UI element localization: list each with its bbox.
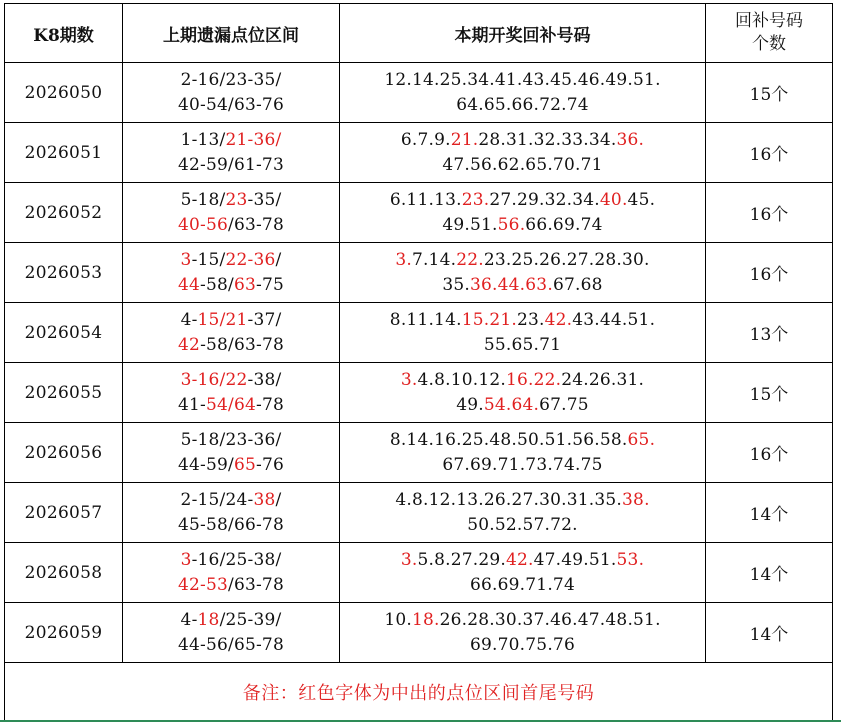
text-segment: 26.28.30.37.46.47.48.51.	[439, 609, 661, 630]
hit-segment: 21-36/	[225, 129, 282, 150]
hit-segment: 40.	[599, 189, 628, 210]
text-segment: 69.70.75.76	[470, 634, 575, 655]
text-segment: 42-59/61-73	[178, 154, 284, 175]
text-segment: 7.14.	[411, 249, 457, 270]
text-segment: 1-13/	[180, 129, 226, 150]
hit-segment: 38.	[622, 489, 650, 510]
header-count-line1: 回补号码	[735, 11, 803, 31]
numbers-cell-line	[340, 368, 705, 393]
numbers-cell-line	[340, 608, 705, 633]
hit-segment: 3-16/22	[180, 369, 248, 390]
table-row	[5, 543, 833, 603]
interval-cell-line	[123, 213, 339, 238]
interval-cell-line	[123, 68, 339, 93]
hit-segment: 21.	[450, 129, 479, 150]
hit-segment: 22.	[456, 249, 484, 270]
interval-cell-line	[123, 368, 339, 393]
text-segment: -38/	[247, 369, 282, 390]
interval-cell-line	[123, 573, 339, 598]
text-segment: 27.29.32.34.	[489, 189, 600, 210]
text-segment: -58/	[200, 274, 234, 295]
text-segment: /	[275, 249, 282, 270]
numbers-cell-line	[340, 248, 705, 273]
hit-segment: 15.21.	[461, 309, 517, 330]
text-segment: 66.69.71.74	[470, 574, 575, 595]
hit-segment: 54/64	[206, 394, 256, 415]
interval-cell-line	[123, 633, 339, 658]
text-segment: 67.75	[539, 394, 589, 415]
interval-cell	[123, 183, 340, 243]
text-segment: 5-18/23-36/	[180, 429, 282, 450]
numbers-cell	[340, 63, 706, 123]
period-cell: 2026056	[5, 423, 123, 483]
interval-cell-line	[123, 308, 339, 333]
hit-segment: 42.	[544, 309, 573, 330]
interval-cell-line	[123, 93, 339, 118]
interval-cell	[123, 243, 340, 303]
header-row	[5, 4, 833, 63]
footnote-row	[5, 663, 833, 722]
text-segment: 41-	[178, 394, 206, 415]
header-interval: 上期遗漏点位区间	[123, 4, 340, 63]
text-segment: 50.52.57.72.	[467, 514, 578, 535]
count-cell: 16个	[706, 123, 833, 183]
bottom-rule	[0, 720, 841, 722]
hit-segment: 18.	[411, 609, 440, 630]
numbers-cell-line	[340, 213, 705, 238]
period-cell: 2026050	[5, 63, 123, 123]
text-segment: 66.69.74	[525, 214, 603, 235]
text-segment: 49.	[456, 394, 484, 415]
period-cell: 2026059	[5, 603, 123, 663]
text-segment: 47.56.62.65.70.71	[442, 154, 603, 175]
interval-cell-line	[123, 548, 339, 573]
period-cell: 2026057	[5, 483, 123, 543]
count-cell: 15个	[706, 363, 833, 423]
text-segment: 64.65.66.72.74	[456, 94, 589, 115]
table-body	[5, 63, 833, 663]
numbers-cell	[340, 363, 706, 423]
interval-cell-line	[123, 393, 339, 418]
text-segment: 45-58/66-78	[178, 514, 284, 535]
text-segment: 8.14.16.25.48.50.51.56.58.	[389, 429, 628, 450]
numbers-cell-line	[340, 68, 705, 93]
text-segment: 4-	[180, 309, 198, 330]
interval-cell-line	[123, 428, 339, 453]
period-cell: 2026054	[5, 303, 123, 363]
period-cell: 2026052	[5, 183, 123, 243]
numbers-cell-line	[340, 453, 705, 478]
count-cell: 16个	[706, 183, 833, 243]
table-row	[5, 363, 833, 423]
numbers-cell-line	[340, 633, 705, 658]
interval-cell	[123, 303, 340, 363]
period-cell: 2026053	[5, 243, 123, 303]
numbers-cell	[340, 483, 706, 543]
count-cell: 15个	[706, 63, 833, 123]
text-segment: 5.8.27.29.	[417, 549, 506, 570]
hit-segment: 22-36	[225, 249, 276, 270]
numbers-cell-line	[340, 188, 705, 213]
header-period: K8期数	[5, 4, 123, 63]
text-segment: 6.11.13.	[389, 189, 462, 210]
hit-segment: 65	[233, 454, 256, 475]
hit-segment: 3.	[395, 249, 412, 270]
interval-cell-line	[123, 513, 339, 538]
numbers-cell-line	[340, 333, 705, 358]
text-segment: -58/63-78	[200, 334, 284, 355]
text-segment: -37/	[247, 309, 282, 330]
count-cell: 14个	[706, 543, 833, 603]
text-segment: 45.	[627, 189, 656, 210]
numbers-cell-line	[340, 153, 705, 178]
count-cell: 14个	[706, 603, 833, 663]
interval-cell	[123, 423, 340, 483]
text-segment: /	[275, 489, 282, 510]
text-segment: 43.44.51.	[572, 309, 656, 330]
numbers-cell-line	[340, 513, 705, 538]
interval-cell-line	[123, 188, 339, 213]
header-numbers: 本期开奖回补号码	[340, 4, 706, 63]
numbers-cell-line	[340, 548, 705, 573]
interval-cell-line	[123, 488, 339, 513]
numbers-cell-line	[340, 93, 705, 118]
numbers-cell-line	[340, 428, 705, 453]
text-segment: -76	[256, 454, 284, 475]
interval-cell	[123, 603, 340, 663]
interval-cell-line	[123, 153, 339, 178]
period-cell: 2026051	[5, 123, 123, 183]
lottery-table	[4, 3, 833, 722]
hit-segment: 3	[180, 249, 192, 270]
hit-segment: 3.	[400, 549, 418, 570]
text-segment: 67.69.71.73.74.75	[442, 454, 603, 475]
header-count-line2: 个数	[752, 34, 786, 54]
count-cell: 16个	[706, 243, 833, 303]
numbers-cell-line	[340, 393, 705, 418]
table-row	[5, 423, 833, 483]
text-segment: 8.11.14.	[389, 309, 462, 330]
count-cell: 14个	[706, 483, 833, 543]
hit-segment: 53.	[616, 549, 645, 570]
hit-segment: 44	[178, 274, 201, 295]
hit-segment: 38	[253, 489, 276, 510]
text-segment: -35/	[247, 189, 282, 210]
text-segment: -78	[256, 394, 284, 415]
hit-segment: 42.	[505, 549, 534, 570]
text-segment: 24.26.31.	[561, 369, 645, 390]
interval-cell-line	[123, 453, 339, 478]
text-segment: 10.	[384, 609, 412, 630]
period-cell: 2026055	[5, 363, 123, 423]
hit-segment: 16.22.	[505, 369, 562, 390]
numbers-cell	[340, 183, 706, 243]
text-segment: 5-18/	[180, 189, 226, 210]
text-segment: 28.31.32.33.34.	[478, 129, 617, 150]
count-cell: 13个	[706, 303, 833, 363]
numbers-cell	[340, 423, 706, 483]
numbers-cell-line	[340, 308, 705, 333]
hit-segment: 18	[197, 609, 220, 630]
interval-cell	[123, 123, 340, 183]
interval-cell-line	[123, 248, 339, 273]
hit-segment: 3.	[400, 369, 418, 390]
text-segment: -15/	[191, 249, 226, 270]
text-segment: 23.25.26.27.28.30.	[483, 249, 650, 270]
numbers-cell-line	[340, 573, 705, 598]
hit-segment: 36.	[616, 129, 645, 150]
table-row	[5, 303, 833, 363]
interval-cell	[123, 483, 340, 543]
hit-segment: 54.64.	[483, 394, 540, 415]
hit-segment: 42	[178, 334, 201, 355]
interval-cell-line	[123, 273, 339, 298]
footnote: 备注：红色字体为中出的点位区间首尾号码	[5, 663, 833, 722]
text-segment: 4.8.12.13.26.27.30.31.35.	[395, 489, 623, 510]
text-segment: 23.	[516, 309, 545, 330]
numbers-cell-line	[340, 488, 705, 513]
table-row	[5, 243, 833, 303]
numbers-cell	[340, 603, 706, 663]
text-segment: 4-	[180, 609, 198, 630]
text-segment: 55.65.71	[483, 334, 562, 355]
text-segment: 49.51.	[442, 214, 498, 235]
text-segment: 2-16/23-35/	[180, 69, 282, 90]
table-row	[5, 123, 833, 183]
text-segment: /25-39/	[219, 609, 282, 630]
interval-cell	[123, 63, 340, 123]
text-segment: 40-54/63-76	[178, 94, 284, 115]
interval-cell-line	[123, 608, 339, 633]
text-segment: 4.8.10.12.	[417, 369, 506, 390]
interval-cell	[123, 543, 340, 603]
hit-segment: 23.	[461, 189, 490, 210]
period-cell: 2026058	[5, 543, 123, 603]
text-segment: /63-78	[228, 574, 284, 595]
hit-segment: 56.	[497, 214, 526, 235]
interval-cell-line	[123, 128, 339, 153]
table-row	[5, 483, 833, 543]
numbers-cell	[340, 303, 706, 363]
text-segment: 35.	[442, 274, 471, 295]
interval-cell	[123, 363, 340, 423]
text-segment: -75	[256, 274, 284, 295]
text-segment: 44-56/65-78	[178, 634, 284, 655]
numbers-cell	[340, 123, 706, 183]
interval-cell-line	[123, 333, 339, 358]
text-segment: 6.7.9.	[400, 129, 451, 150]
numbers-cell-line	[340, 273, 705, 298]
text-segment: 44-59/	[178, 454, 234, 475]
text-segment: -16/25-38/	[191, 549, 282, 570]
table-row	[5, 603, 833, 663]
text-segment: 12.14.25.34.41.43.45.46.49.51.	[384, 69, 661, 90]
hit-segment: 42-53	[178, 574, 229, 595]
text-segment: /63-78	[228, 214, 284, 235]
header-count	[706, 4, 833, 63]
hit-segment: 36.44.63.	[470, 274, 553, 295]
hit-segment: 40-56	[178, 214, 229, 235]
text-segment: 47.49.51.	[533, 549, 617, 570]
numbers-cell	[340, 243, 706, 303]
hit-segment: 63	[233, 274, 256, 295]
table-row	[5, 183, 833, 243]
numbers-cell	[340, 543, 706, 603]
text-segment: 2-15/24-	[180, 489, 254, 510]
text-segment: 67.68	[552, 274, 603, 295]
numbers-cell-line	[340, 128, 705, 153]
count-cell: 16个	[706, 423, 833, 483]
hit-segment: 65.	[627, 429, 656, 450]
hit-segment: 3	[180, 549, 192, 570]
hit-segment: 23	[225, 189, 248, 210]
table-row	[5, 63, 833, 123]
hit-segment: 15/21	[197, 309, 248, 330]
